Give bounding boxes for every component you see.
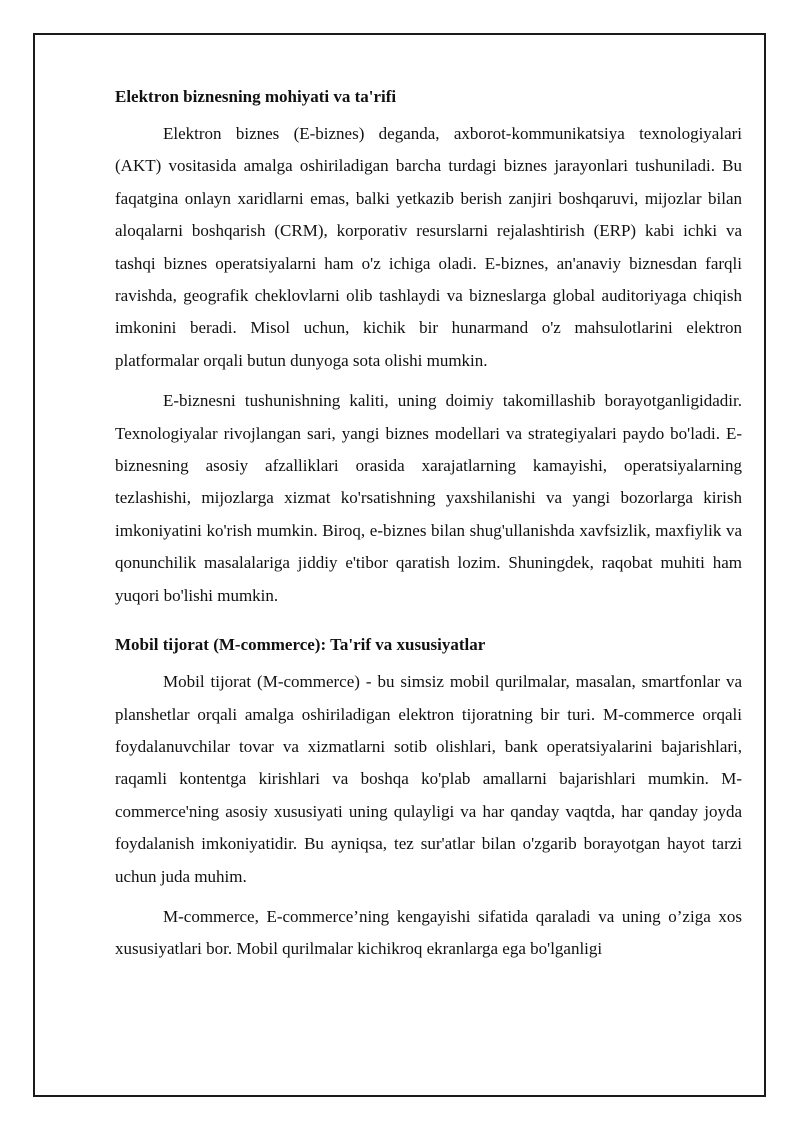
section-heading-e-business: Elektron biznesning mohiyati va ta'rifi — [115, 87, 397, 106]
paragraph-m-commerce-features: M-commerce, E-commerce’ning kengayishi sifatida qaraladi va uning o’ziga xos xususiyatlari bor. Mobil qurilmalar kichikroq ekranlarga ega bo'lganligi — [115, 906, 742, 959]
document-body — [115, 86, 742, 974]
paragraph-e-business-definition: Elektron biznes (E-biznes) deganda, axborot-kommunikatsiya texnologiyalari (AKT) vositasida amalga oshiriladigan barcha turdagi biznes jarayonlari tushuniladi. Bu faqatgina onlayn xaridlarni emas, balki yetkazib berish zanjiri boshqaruvi, mijozlar bilan aloqalarni boshqarish (CRM), korporativ resurslarni rejalashtirish (ERP) kabi ichki va tashqi biznes operatsiyalarni ham o'z ichiga oladi. E-biznes, an'anaviy biznesdan farqli ravishda, geografik cheklovlarni olib tashlaydi va bizneslarga global auditoriyaga chiqish imkonini beradi. Misol uchun, kichik bir hunarmand o'z mahsulotlarini elektron platformalar orqali butun dunyoga sota olishi mumkin. — [115, 124, 742, 370]
paragraph-e-business-advantages: E-biznesni tushunishning kaliti, uning doimiy takomillashib borayotganligidadir. Texnologiyalar rivojlangan sari, yangi biznes modellari va strategiyalari paydo bo'ladi. E-biznesning asosiy afzalliklari orasida xarajatlarning kamayishi, operatsiyalarning tezlashishi, mijozlarga xizmat ko'rsatishning yaxshilanishi va yangi bozorlarga kirish imkoniyatini ko'rish mumkin. Biroq, e-biznes bilan shug'ullanishda xavfsizlik, maxfiylik va qonunchilik masalalariga jiddiy e'tibor qaratish lozim. Shuningdek, raqobat muhiti ham yuqori bo'lishi mumkin. — [115, 391, 742, 605]
paragraph-m-commerce-definition: Mobil tijorat (M-commerce) - bu simsiz mobil qurilmalar, masalan, smartfonlar va planshetlar orqali amalga oshiriladigan elektron tijoratning bir turi. M-commerce orqali foydalanuvchilar tovar va xizmatlarni sotib olishlari, bank operatsiyalarini bajarishlari, raqamli kontentga kirishlari va boshqa ko'plab amallarni bajarishlari mumkin. M-commerce'ning asosiy xususiyati uning qulayligi va har qanday vaqtda, har qanday joyda foydalanish imkoniyatidir. Bu ayniqsa, tez sur'atlar bilan o'zgarib borayotgan hayot tarzi uchun juda muhim. — [115, 672, 742, 886]
section-heading-m-commerce: Mobil tijorat (M-commerce): Ta'rif va xususiyatlar — [115, 635, 486, 655]
